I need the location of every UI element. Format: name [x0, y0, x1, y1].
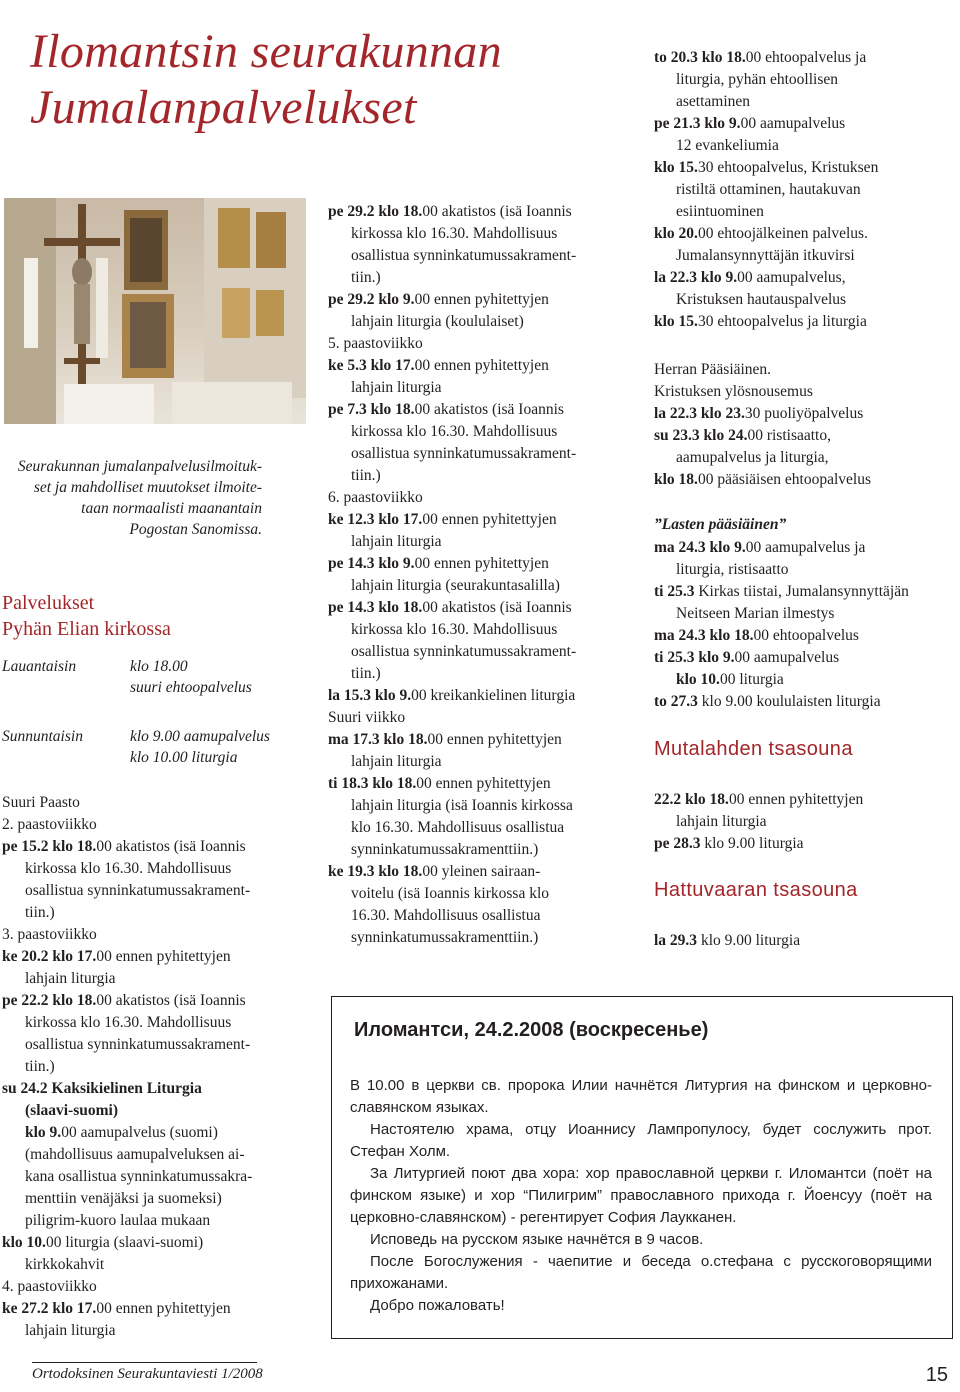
schedule-text: Neitseen Marian ilmestys [676, 605, 835, 622]
schedule-line [654, 179, 958, 201]
schedule-time: ke 5.3 klo 17. [328, 357, 415, 374]
schedule-time: klo 15. [654, 159, 698, 176]
schedule-text: liturgia, ristisaatto [676, 561, 789, 578]
schedule-time: ti 25.3 [654, 583, 695, 600]
russian-announcement-title: Иломантси, 24.2.2008 (воскресенье) [354, 1019, 709, 1041]
russian-announcement-body [350, 1075, 932, 1317]
schedule-text: tiin.) [351, 269, 381, 286]
schedule-line [328, 729, 628, 751]
schedule-text: tiin.) [351, 467, 381, 484]
weekly-times [130, 656, 252, 698]
schedule-line [328, 531, 628, 553]
schedule-text: 00 ennen pyhitettyjen [422, 511, 557, 528]
section-heading [2, 590, 312, 642]
schedule-line [2, 902, 312, 924]
schedule-line [2, 968, 312, 990]
schedule-line [2, 1232, 312, 1254]
schedule-line [328, 905, 628, 927]
schedule-line [654, 425, 958, 447]
schedule-time: ma 24.3 klo 18. [654, 627, 754, 644]
schedule-line [654, 113, 958, 135]
schedule-text: esiintuominen [676, 203, 764, 220]
schedule-text: 16.30. Mahdollisuus osallistua [351, 907, 541, 924]
schedule-text: tiin.) [351, 665, 381, 682]
schedule-line [328, 883, 628, 905]
schedule-line [654, 930, 958, 952]
weekly-time-line: klo 18.00 [130, 658, 188, 675]
schedule-line [328, 773, 628, 795]
schedule-time: la 22.3 klo 23. [654, 405, 745, 422]
schedule-text: 00 liturgia [719, 671, 784, 688]
schedule-line [654, 559, 960, 581]
schedule-line [654, 289, 958, 311]
schedule-text: 00 ennen pyhitettyjen [414, 555, 549, 572]
schedule-line [2, 1276, 312, 1298]
schedule-line [328, 553, 628, 575]
schedule-text: liturgia, pyhän ehtoollisen [676, 71, 839, 88]
weekly-time-line: klo 9.00 aamupalvelus [130, 728, 270, 745]
section-heading-line-2: Pyhän Elian kirkossa [2, 618, 171, 640]
schedule-line [328, 817, 628, 839]
mutalahti-chapel-title: Mutalahden tsasouna [654, 738, 853, 760]
schedule-text: voitelu (isä Ioannis kirkossa klo [351, 885, 550, 902]
page-number: 15 [925, 1364, 948, 1386]
russian-paragraph: Настоятелю храма, отцу Иоаннису Лампропулосу, будет сослужить прот. Стефан Холм. [350, 1121, 932, 1160]
schedule-line [2, 946, 312, 968]
schedule-text: 4. paastoviikko [2, 1278, 97, 1295]
schedule-text: 00 ennen pyhitettyjen [414, 357, 549, 374]
intro-line: Pogostan Sanomissa. [129, 521, 262, 538]
schedule-line [2, 1100, 312, 1122]
schedule-text: Suuri viikko [328, 709, 406, 726]
page-title [30, 24, 502, 136]
schedule-time: pe 7.3 klo 18. [328, 401, 415, 418]
schedule-time: klo 10. [676, 671, 720, 688]
schedule-text: 00 ennen pyhitettyjen [427, 731, 562, 748]
schedule-line [654, 91, 958, 113]
schedule-column-3 [654, 47, 958, 333]
schedule-line [328, 311, 628, 333]
schedule-text: 00 pääsiäisen ehtoopalvelus [697, 471, 871, 488]
intro-line: taan normaalisti maanantain [81, 500, 262, 517]
schedule-text: 00 ennen pyhitettyjen [728, 791, 864, 808]
children-easter-title: ”Lasten pääsiäinen” [654, 516, 787, 533]
schedule-text: 00 ristisaatto, [747, 427, 831, 444]
schedule-line [2, 1166, 312, 1188]
easter-schedule [654, 359, 958, 491]
russian-paragraph: Добро пожаловать! [370, 1297, 505, 1314]
schedule-text: lahjain liturgia [25, 1322, 116, 1339]
schedule-line [328, 927, 628, 949]
schedule-line [654, 311, 958, 333]
schedule-line [654, 811, 958, 833]
schedule-line [2, 1078, 312, 1100]
schedule-line [328, 509, 628, 531]
schedule-time: pe 29.2 klo 9. [328, 291, 415, 308]
schedule-column-1 [2, 792, 312, 1342]
schedule-line [2, 1254, 312, 1276]
schedule-time: pe 15.2 klo 18. [2, 838, 97, 855]
schedule-text: 00 akatistos (isä Ioannis [422, 599, 572, 616]
schedule-line [654, 691, 960, 713]
schedule-time: 22.2 klo 18. [654, 791, 729, 808]
schedule-text: klo 9.00 koululaisten liturgia [697, 693, 881, 710]
schedule-line [654, 47, 958, 69]
schedule-line [2, 924, 312, 946]
schedule-line [328, 421, 628, 443]
schedule-text: 00 aamupalvelus, [737, 269, 846, 286]
schedule-text: osallistua synninkatumussakrament- [351, 643, 577, 660]
schedule-line [2, 1188, 312, 1210]
intro-note [0, 456, 262, 540]
russian-paragraph: Исповедь на русском языке начнётся в 9 часов. [370, 1231, 704, 1248]
schedule-line [654, 603, 960, 625]
schedule-line [2, 990, 312, 1012]
schedule-line [328, 861, 628, 883]
schedule-time: ti 18.3 klo 18. [328, 775, 417, 792]
footer-publication: Ortodoksinen Seurakuntaviesti 1/2008 [32, 1366, 263, 1382]
schedule-time: to 20.3 klo 18. [654, 49, 746, 66]
schedule-text: lahjain liturgia (isä Ioannis kirkossa [351, 797, 573, 814]
russian-paragraph: После Богослужения - чаепитие и беседа о.стефана с русскоговорящими прихожанами. [350, 1253, 932, 1292]
schedule-line [654, 403, 958, 425]
schedule-text: kirkossa klo 16.30. Mahdollisuus [25, 860, 232, 877]
schedule-text: 00 akatistos (isä Ioannis [96, 992, 246, 1009]
schedule-text: Herran Pääsiäinen. [654, 361, 772, 378]
schedule-line [328, 267, 628, 289]
schedule-text: Kristuksen hautauspalvelus [676, 291, 847, 308]
schedule-text: lahjain liturgia [25, 970, 116, 987]
russian-paragraph: В 10.00 в церкви св. пророка Илии начнётся Литургия на финском и церковно-славянском языках. [350, 1077, 932, 1116]
schedule-text: lahjain liturgia (koululaiset) [351, 313, 524, 330]
title-line-2: Jumalanpalvelukset [30, 81, 417, 134]
title-line-1: Ilomantsin seurakunnan [30, 25, 502, 78]
schedule-text: 00 yleinen sairaan- [422, 863, 541, 880]
schedule-text: 00 akatistos (isä Ioannis [414, 401, 564, 418]
schedule-line [328, 575, 628, 597]
schedule-text: osallistua synninkatumussakrament- [25, 1036, 251, 1053]
schedule-text: 00 ehtoopalvelus [753, 627, 859, 644]
schedule-line [2, 1298, 312, 1320]
schedule-time: pe 22.2 klo 18. [2, 992, 97, 1009]
schedule-line [654, 267, 958, 289]
schedule-line [328, 399, 628, 421]
intro-line: set ja mahdolliset muutokset ilmoite- [33, 479, 262, 496]
schedule-time: la 22.3 klo 9. [654, 269, 738, 286]
schedule-text: tiin.) [25, 904, 55, 921]
schedule-line [328, 619, 628, 641]
schedule-line [2, 1320, 312, 1342]
schedule-text: lahjain liturgia [676, 813, 767, 830]
schedule-line [328, 487, 628, 509]
schedule-text: 00 ennen pyhitettyjen [414, 291, 549, 308]
hattuvaara-schedule [654, 930, 958, 952]
schedule-time: pe 28.3 [654, 835, 701, 852]
schedule-line [654, 537, 960, 559]
church-interior-photo [4, 198, 306, 424]
schedule-text: kirkossa klo 16.30. Mahdollisuus [351, 423, 558, 440]
schedule-line [328, 465, 628, 487]
schedule-text: osallistua synninkatumussakrament- [25, 882, 251, 899]
weekly-time-line: klo 10.00 liturgia [130, 749, 238, 766]
schedule-line [328, 839, 628, 861]
schedule-text: klo 9.00 liturgia [700, 835, 804, 852]
schedule-text: 3. paastoviikko [2, 926, 97, 943]
schedule-text: tiin.) [25, 1058, 55, 1075]
schedule-time: pe 14.3 klo 9. [328, 555, 415, 572]
schedule-line [2, 1122, 312, 1144]
section-heading-line-1: Palvelukset [2, 592, 95, 614]
schedule-line [328, 333, 628, 355]
schedule-text: Kristuksen ylösnousemus [654, 383, 813, 400]
schedule-line [328, 201, 628, 223]
schedule-text: asettaminen [676, 93, 751, 110]
schedule-text: 00 ennen pyhitettyjen [416, 775, 551, 792]
schedule-text: 00 ennen pyhitettyjen [96, 1300, 231, 1317]
schedule-line [328, 597, 628, 619]
schedule-text: osallistua synninkatumussakrament- [351, 445, 577, 462]
schedule-time: to 27.3 [654, 693, 698, 710]
schedule-line [654, 469, 958, 491]
schedule-line [654, 581, 960, 603]
schedule-text: 00 aamupalvelus (suomi) [61, 1124, 218, 1141]
schedule-text: 00 kreikankielinen liturgia [411, 687, 576, 704]
schedule-line [2, 858, 312, 880]
schedule-line [2, 814, 312, 836]
schedule-line [654, 157, 958, 179]
schedule-line [328, 663, 628, 685]
schedule-text: lahjain liturgia [351, 379, 442, 396]
schedule-line [2, 1034, 312, 1056]
schedule-text: 00 aamupalvelus ja [745, 539, 866, 556]
schedule-line [328, 641, 628, 663]
schedule-line [654, 625, 960, 647]
schedule-text: lahjain liturgia [351, 753, 442, 770]
schedule-time: la 15.3 klo 9. [328, 687, 412, 704]
schedule-line [654, 381, 958, 403]
schedule-line [2, 792, 312, 814]
schedule-line [654, 69, 958, 91]
schedule-line [654, 447, 958, 469]
russian-announcement-box [331, 996, 953, 1339]
schedule-text: 30 ehtoopalvelus ja liturgia [697, 313, 867, 330]
schedule-line [328, 223, 628, 245]
schedule-time: klo 15. [654, 313, 698, 330]
schedule-text: (mahdollisuus aamupalveluksen ai- [25, 1146, 245, 1163]
schedule-text: 00 ehtoojälkeinen palvelus. [697, 225, 868, 242]
schedule-time: (slaavi-suomi) [25, 1102, 118, 1119]
schedule-line [2, 836, 312, 858]
schedule-time: pe 29.2 klo 18. [328, 203, 423, 220]
schedule-time: klo 10. [2, 1234, 46, 1251]
schedule-line [328, 795, 628, 817]
schedule-line [654, 223, 958, 245]
schedule-line [328, 751, 628, 773]
schedule-text: 00 aamupalvelus [734, 649, 840, 666]
children-easter-schedule [654, 537, 960, 713]
schedule-text: kirkossa klo 16.30. Mahdollisuus [25, 1014, 232, 1031]
schedule-text: 12 evankeliumia [676, 137, 779, 154]
schedule-line [328, 355, 628, 377]
schedule-time: klo 20. [654, 225, 698, 242]
schedule-line [654, 245, 958, 267]
schedule-time: ma 24.3 klo 9. [654, 539, 746, 556]
schedule-line [328, 685, 628, 707]
schedule-time: su 23.3 klo 24. [654, 427, 748, 444]
schedule-text: 00 akatistos (isä Ioannis [422, 203, 572, 220]
schedule-line [328, 245, 628, 267]
schedule-text: 30 puoliyöpalvelus [744, 405, 864, 422]
schedule-text: Jumalansynnyttäjän itkuvirsi [676, 247, 855, 264]
church-interior-illustration [4, 198, 306, 424]
schedule-line [654, 201, 958, 223]
weekly-time-line: suuri ehtoopalvelus [130, 679, 252, 696]
schedule-text: menttiin venäjäksi ja suomeksi) [25, 1190, 222, 1207]
weekly-day: Lauantaisin [2, 658, 77, 675]
schedule-text: 00 ehtoopalvelus ja [745, 49, 867, 66]
schedule-text: osallistua synninkatumussakrament- [351, 247, 577, 264]
schedule-text: synninkatumussakramenttiin.) [351, 841, 539, 858]
schedule-time: ke 20.2 klo 17. [2, 948, 97, 965]
schedule-time: ti 25.3 klo 9. [654, 649, 735, 666]
schedule-text: 2. paastoviikko [2, 816, 97, 833]
schedule-line [328, 707, 628, 729]
schedule-text: 6. paastoviikko [328, 489, 423, 506]
schedule-time: ke 19.3 klo 18. [328, 863, 423, 880]
schedule-text: kirkkokahvit [25, 1256, 105, 1273]
schedule-time: la 29.3 [654, 932, 698, 949]
schedule-column-2 [328, 201, 628, 949]
footer-divider [32, 1362, 257, 1363]
schedule-text: aamupalvelus ja liturgia, [676, 449, 829, 466]
schedule-line [2, 880, 312, 902]
mutalahti-schedule [654, 789, 958, 855]
schedule-line [328, 443, 628, 465]
russian-paragraph: За Литургией поют два хора: хор православной церкви г. Иломантси (поёт на финском языке) и хор “Пилигрим” православного прихода г. Йоенсуу (поёт на церковно-славянском) - регентирует София Лаукканен. [350, 1165, 932, 1226]
schedule-text: kana osallistua synninkatumussakra- [25, 1168, 253, 1185]
hattuvaara-chapel-title: Hattuvaaran tsasouna [654, 879, 858, 901]
schedule-line [654, 789, 958, 811]
schedule-time: ma 17.3 klo 18. [328, 731, 428, 748]
schedule-time: pe 21.3 klo 9. [654, 115, 741, 132]
schedule-text: 00 aamupalvelus [740, 115, 846, 132]
schedule-line [654, 833, 958, 855]
schedule-text: lahjain liturgia (seurakuntasalilla) [351, 577, 560, 594]
schedule-time: su 24.2 Kaksikielinen Liturgia [2, 1080, 202, 1097]
schedule-text: piligrim-kuoro laulaa mukaan [25, 1212, 211, 1229]
weekly-day: Sunnuntaisin [2, 728, 83, 745]
schedule-line [654, 359, 958, 381]
schedule-text: lahjain liturgia [351, 533, 442, 550]
schedule-text: 00 liturgia (slaavi-suomi) [45, 1234, 204, 1251]
schedule-text: 00 ennen pyhitettyjen [96, 948, 231, 965]
schedule-time: ke 12.3 klo 17. [328, 511, 423, 528]
schedule-line [2, 1012, 312, 1034]
schedule-text: kirkossa klo 16.30. Mahdollisuus [351, 621, 558, 638]
schedule-line [2, 1056, 312, 1078]
schedule-time: pe 14.3 klo 18. [328, 599, 423, 616]
schedule-text: kirkossa klo 16.30. Mahdollisuus [351, 225, 558, 242]
schedule-text: klo 9.00 liturgia [697, 932, 801, 949]
schedule-line [328, 377, 628, 399]
schedule-text: 5. paastoviikko [328, 335, 423, 352]
schedule-text: 30 ehtoopalvelus, Kristuksen [697, 159, 879, 176]
schedule-line [654, 647, 960, 669]
schedule-text: Kirkas tiistai, Jumalansynnyttäjän [694, 583, 909, 600]
schedule-line [2, 1210, 312, 1232]
schedule-line [654, 669, 960, 691]
schedule-line [654, 135, 958, 157]
schedule-line [2, 1144, 312, 1166]
schedule-text: klo 16.30. Mahdollisuus osallistua [351, 819, 565, 836]
schedule-time: klo 9. [25, 1124, 62, 1141]
intro-line: Seurakunnan jumalanpalvelusilmoituk- [17, 458, 262, 475]
schedule-time: ke 27.2 klo 17. [2, 1300, 97, 1317]
weekly-times [130, 726, 270, 768]
schedule-time: klo 18. [654, 471, 698, 488]
schedule-line [328, 289, 628, 311]
schedule-text: 00 akatistos (isä Ioannis [96, 838, 246, 855]
schedule-text: Suuri Paasto [2, 794, 80, 811]
schedule-text: synninkatumussakramenttiin.) [351, 929, 539, 946]
schedule-text: ristiltä ottaminen, hautakuvan [676, 181, 861, 198]
